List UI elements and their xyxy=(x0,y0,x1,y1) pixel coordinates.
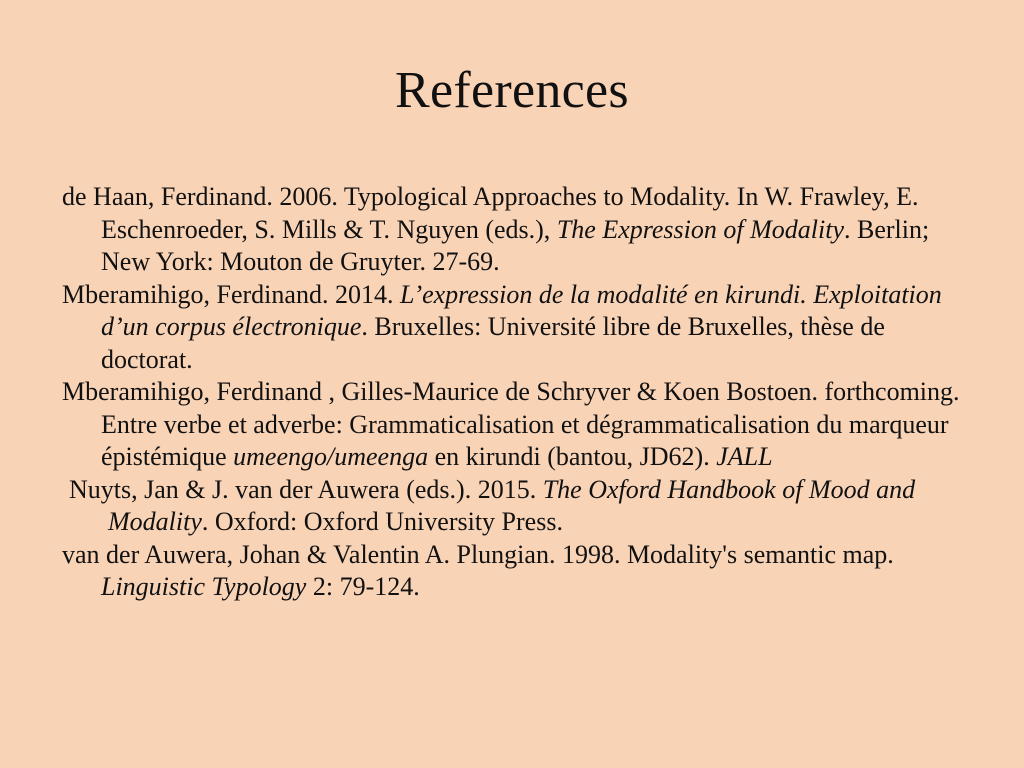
reference-italic-text: The Expression of Modality xyxy=(556,214,844,244)
reference-italic-text: umeengo/umeenga xyxy=(233,442,429,471)
reference-text: . Bruxelles: Université libre de Bruxelles, thèse de doctorat. xyxy=(101,312,885,374)
reference-text: Mberamihigo, Ferdinand , Gilles-Maurice de Schryver & Koen Bostoen. forthcoming. Entre verbe et adverbe: Grammaticalisation et dégrammaticalisation du marqueur épistémique xyxy=(62,377,960,471)
reference-italic-text: L’expression de la modalité en kirundi. Exploitation d’un corpus électronique xyxy=(101,279,942,341)
reference-text: 2: 79-124. xyxy=(306,572,420,601)
reference-entry xyxy=(69,474,962,539)
reference-italic-text: Linguistic Typology xyxy=(101,572,307,601)
reference-italic-text: JALL xyxy=(716,442,773,471)
reference-text: Nuyts, Jan & J. van der Auwera (eds.). 2015. xyxy=(69,474,543,504)
reference-entry xyxy=(62,539,962,604)
reference-text: de Haan, Ferdinand. 2006. Typological Approaches to Modality. In W. Frawley, E. Eschenroeder, S. Mills & T. Nguyen (eds.), xyxy=(62,182,919,244)
slide-title: References xyxy=(395,62,629,119)
reference-text: Mberamihigo, Ferdinand. 2014. xyxy=(62,279,400,309)
reference-entry xyxy=(62,181,962,279)
reference-entry xyxy=(62,279,962,377)
reference-italic-text: The Oxford Handbook of Mood and Modality xyxy=(108,474,916,536)
reference-text: van der Auwera, Johan & Valentin A. Plungian. 1998. Modality's semantic map. xyxy=(62,539,894,569)
reference-list xyxy=(62,181,962,604)
reference-text: . Berlin; New York: Mouton de Gruyter. 27-69. xyxy=(101,214,930,276)
reference-text: en kirundi (bantou, JD62). xyxy=(428,442,717,471)
reference-text: . Oxford: Oxford University Press. xyxy=(201,507,563,536)
reference-entry xyxy=(62,376,962,474)
